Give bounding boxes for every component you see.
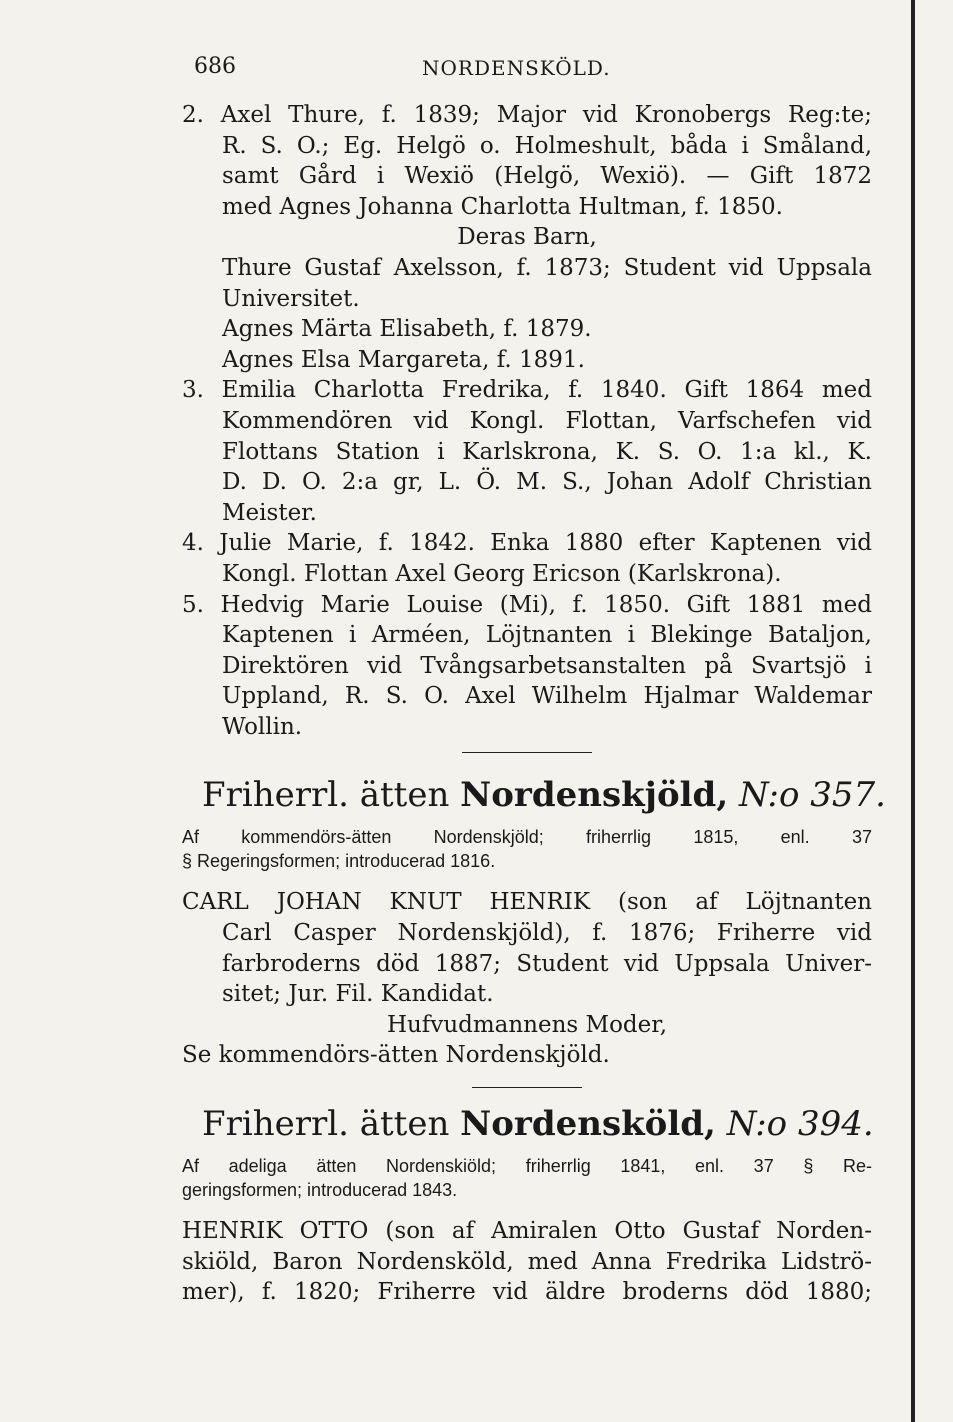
paragraph-line: CARL JOHAN KNUT HENRIK (son af Löjtnanten: [182, 889, 872, 916]
entry-line: 4. Julie Marie, f. 1842. Enka 1880 efter Kaptenen vid: [182, 530, 872, 557]
entries-block: [182, 100, 872, 742]
entry-line: Kaptenen i Arméen, Löjtnanten i Blekinge Bataljon,: [222, 622, 872, 649]
paragraph-line: mer), f. 1820; Friherre vid äldre broderns död 1880;: [182, 1279, 872, 1306]
running-title: NORDENSKÖLD.: [422, 56, 611, 80]
entry-line: Agnes Elsa Margareta, f. 1891.: [222, 346, 585, 373]
section-title: [202, 775, 886, 816]
entry-line: Kommendören vid Kongl. Flottan, Varfschefen vid: [222, 407, 872, 434]
entry-line: 5. Hedvig Marie Louise (Mi), f. 1850. Gift 1881 med: [182, 591, 872, 618]
entry-line: 2. Axel Thure, f. 1839; Major vid Kronobergs Reg:te;: [182, 102, 872, 128]
entry-line: Meister.: [222, 499, 317, 526]
section-divider: [472, 1087, 582, 1088]
section-title: [202, 1104, 872, 1144]
paragraph-line: Carl Casper Nordenskjöld), f. 1876; Friherre vid: [222, 920, 872, 947]
entry-line: Kongl. Flottan Axel Georg Ericson (Karlskrona).: [222, 560, 782, 587]
page-edge-shadow: [911, 0, 915, 1422]
page-number: 686: [194, 54, 236, 79]
entry-line: Flottans Station i Karlskrona, K. S. O. 1:a kl., K.: [222, 438, 872, 465]
section-note: geringsformen; introducerad 1843.: [182, 1180, 458, 1201]
entry-line: Wollin.: [222, 713, 303, 740]
section-note: § Regeringsformen; introducerad 1816.: [182, 851, 496, 872]
entry-line: Universitet.: [222, 285, 360, 312]
entry-line: med Agnes Johanna Charlotta Hultman, f. 1850.: [222, 193, 783, 220]
book-page: [182, 52, 886, 1308]
paragraph-line: HENRIK OTTO (son af Amiralen Otto Gustaf Norden-: [182, 1218, 872, 1245]
section-nordenskjold: [182, 775, 886, 1071]
page-header: [182, 52, 872, 92]
paragraph-line: farbroderns död 1887; Student vid Uppsala Univer-: [222, 950, 872, 977]
paragraph-line: Se kommendörs-ätten Nordenskjöld.: [182, 1042, 610, 1069]
entry-line: Direktören vid Tvångsarbetsanstalten på Svartsjö i: [222, 652, 872, 679]
entry-line: Thure Gustaf Axelsson, f. 1873; Student vid Uppsala: [222, 254, 872, 281]
section-divider: [462, 752, 592, 753]
section-note: Af adeliga ätten Nordenskiöld; friherrlig 1841, enl. 37 § Re-: [182, 1156, 872, 1177]
title-family-name: Nordenskjöld,: [460, 775, 729, 816]
entry-line: D. D. O. 2:a gr, L. Ö. M. S., Johan Adolf Christian: [222, 469, 872, 496]
entry-line: Agnes Märta Elisabeth, f. 1879.: [222, 316, 592, 343]
entry-line: samt Gård i Wexiö (Helgö, Wexiö). — Gift 1872: [222, 163, 872, 190]
title-number: N:o 394.: [726, 1104, 874, 1145]
paragraph-line: sitet; Jur. Fil. Kandidat.: [222, 981, 494, 1008]
title-prefix: Friherrl. ätten: [202, 1104, 450, 1145]
title-prefix: Friherrl. ätten: [202, 775, 450, 816]
entry-line: R. S. O.; Eg. Helgö o. Holmeshult, båda i Småland,: [222, 132, 872, 159]
paragraph-line: skiöld, Baron Nordensköld, med Anna Fredrika Lidströ-: [182, 1248, 872, 1275]
title-number: N:o 357.: [738, 775, 886, 816]
entry-subheading: Deras Barn,: [457, 224, 597, 251]
section-note: Af kommendörs-ätten Nordenskjöld; friherrlig 1815, enl. 37: [182, 827, 872, 848]
section-nordenskold: [182, 1104, 872, 1308]
paragraph-subheading: Hufvudmannens Moder,: [386, 1011, 668, 1038]
entry-line: Uppland, R. S. O. Axel Wilhelm Hjalmar Waldemar: [222, 683, 872, 710]
entry-line: 3. Emilia Charlotta Fredrika, f. 1840. Gift 1864 med: [182, 377, 872, 404]
title-family-name: Nordensköld,: [460, 1104, 716, 1145]
